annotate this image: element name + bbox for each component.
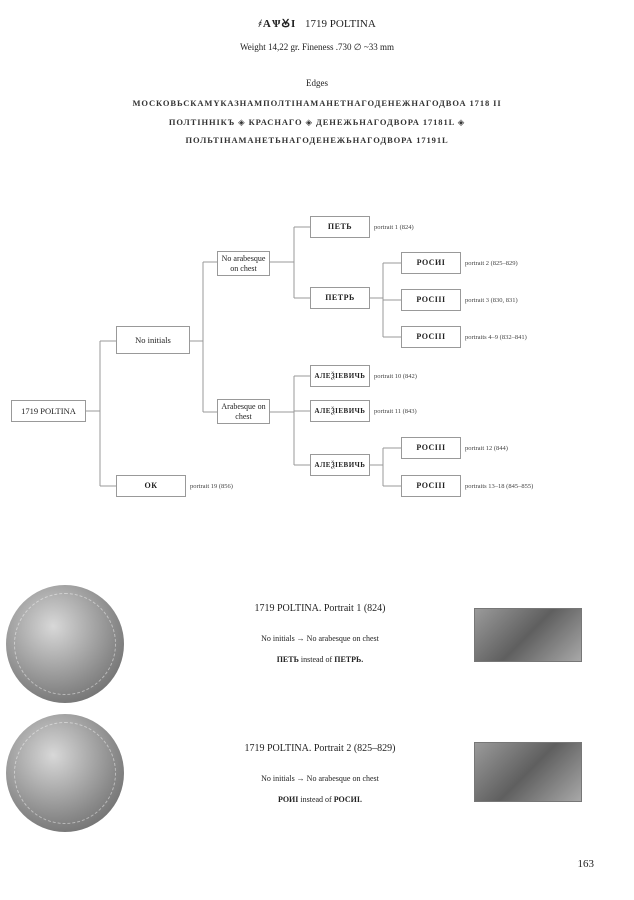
label-p13: portraits 13–18 (845–855) xyxy=(465,483,534,490)
page-number: 163 xyxy=(577,858,594,870)
label-p19: portrait 19 (856) xyxy=(190,483,233,490)
label-p3: portrait 3 (830, 831) xyxy=(465,297,518,304)
node-alex-p12: АЛЕѮІЕВИЧЬ xyxy=(310,454,370,476)
detail-image-portrait-2 xyxy=(474,742,582,802)
label-p2: portrait 2 (825–829) xyxy=(465,260,518,267)
node-arabesque: Arabesque on chest xyxy=(217,399,270,424)
node-no-arabesque: No arabesque on chest xyxy=(217,251,270,276)
edges-heading: Edges xyxy=(306,78,328,88)
node-petl: ПЕТЬ xyxy=(310,216,370,238)
caption-2-slav: РОИІ xyxy=(277,795,299,804)
detail-image-portrait-1 xyxy=(474,608,582,662)
node-rosii-p13: РОСІІІ xyxy=(401,475,461,497)
title-text: 1719 POLTINA xyxy=(305,18,376,30)
node-rosii-p2: РОСИІ xyxy=(401,252,461,274)
caption-1-slav: ПЕТЬ xyxy=(276,655,299,664)
caption-1-title: 1719 POLTINA. Portrait 1 (824) xyxy=(254,603,386,614)
edge-inscription-1: МОСКОВЬСКАМҮКАЗНАМПОЛТІНАМАНЕТНАГОДЕНЕЖНАГОДВОА 1718 II xyxy=(132,98,502,108)
node-rosii-p4: РОСІІІ xyxy=(401,326,461,348)
caption-1-line1: No initials → No arabesque on chest xyxy=(261,634,379,643)
node-alex-p11: АЛЕѮІЕВИЧЬ xyxy=(310,400,370,422)
edge-inscription-3: ПОЛЬТІНАМАНЕТЬНАГОДЕНЕЖЬНАГОДВОРА 17191L xyxy=(185,135,449,145)
node-no-initials: No initials xyxy=(116,326,190,354)
node-alex-p10: АЛЕѮІЕВИЧЬ xyxy=(310,365,370,387)
coin-image-portrait-2 xyxy=(6,714,124,832)
label-p12: portrait 12 (844) xyxy=(465,445,508,452)
caption-2-slav2: РОСИІ. xyxy=(333,795,362,804)
node-rosii-p12: РОСІІІ xyxy=(401,437,461,459)
node-ok: ОК xyxy=(116,475,186,497)
coin-image-portrait-1 xyxy=(6,585,124,703)
caption-2-line1: No initials → No arabesque on chest xyxy=(261,774,379,783)
caption-2-line2: РОИІ instead of РОСИІ. xyxy=(277,795,362,804)
caption-2-title: 1719 POLTINA. Portrait 2 (825–829) xyxy=(244,743,396,754)
old-date: ҂АѰꙊІ xyxy=(258,18,297,30)
tree-root: 1719 POLTINA xyxy=(11,400,86,422)
label-p10: portrait 10 (842) xyxy=(374,373,417,380)
caption-1-line2: ПЕТЬ instead of ПЕТРЬ. xyxy=(276,655,364,664)
edge-inscription-2: ПОЛТІННІКЪ ◈ КРАСНАГО ◈ ДЕНЕЖЬНАГОДВОРА 17181L ◈ xyxy=(168,117,466,127)
label-p1: portrait 1 (824) xyxy=(374,224,414,231)
label-p4: portraits 4–9 (832–841) xyxy=(465,334,527,341)
caption-1-slav2: ПЕТРЬ. xyxy=(334,655,364,664)
label-p11: portrait 11 (843) xyxy=(374,408,417,415)
coin-specs: Weight 14,22 gr. Fineness .730 ∅ ~33 mm xyxy=(240,42,394,52)
node-petr: ПЕТРЬ xyxy=(310,287,370,309)
node-rosii-p3: РОСІІІ xyxy=(401,289,461,311)
